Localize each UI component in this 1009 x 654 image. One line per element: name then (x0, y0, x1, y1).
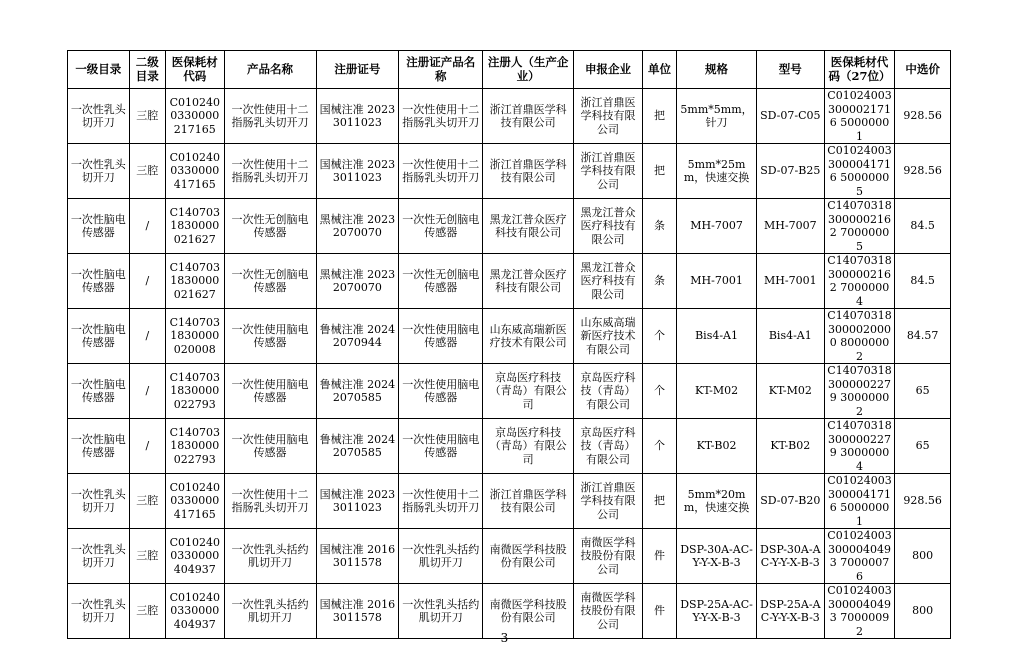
table-cell: 个 (642, 309, 676, 364)
col-header: 产品名称 (224, 51, 316, 89)
table-cell: 928.56 (895, 144, 951, 199)
table-cell: / (129, 254, 165, 309)
table-cell: 山东威高瑞新医疗技术有限公司 (574, 309, 643, 364)
col-header: 注册人（生产企业） (483, 51, 574, 89)
table-cell: C010240 0330000 417165 (165, 144, 224, 199)
table-cell: C010240 0330000 404937 (165, 529, 224, 584)
table-cell: 一次性乳头切开刀 (68, 89, 130, 144)
col-header: 规格 (677, 51, 757, 89)
table-cell: 一次性脑电传感器 (68, 254, 130, 309)
table-cell: 条 (642, 199, 676, 254)
table-cell: 鲁械注准 20242070944 (316, 309, 399, 364)
table-cell: 三腔 (129, 584, 165, 639)
table-cell: 黑械注准 20232070070 (316, 254, 399, 309)
table-cell: 个 (642, 419, 676, 474)
table-cell: 国械注准 20233011023 (316, 89, 399, 144)
table-cell: 65 (895, 364, 951, 419)
header-row (68, 51, 951, 89)
table-cell: 一次性乳头切开刀 (68, 529, 130, 584)
table-cell: 黑龙江普众医疗科技有限公司 (483, 199, 574, 254)
col-header: 二级目录 (129, 51, 165, 89)
table-cell: 黑械注准 20232070070 (316, 199, 399, 254)
table-cell: 浙江首鼎医学科技有限公司 (483, 144, 574, 199)
table-row (68, 199, 951, 254)
table-cell: 一次性乳头切开刀 (68, 474, 130, 529)
table-cell: 800 (895, 529, 951, 584)
table-cell: C140703 1830000 021627 (165, 199, 224, 254)
table-cell: 京岛医疗科技（青岛）有限公司 (574, 364, 643, 419)
table-cell: 浙江首鼎医学科技有限公司 (574, 89, 643, 144)
table-cell: 一次性脑电传感器 (68, 309, 130, 364)
table-cell: C01024003 3000040493 70000076 (824, 529, 895, 584)
table-cell: 一次性无创脑电传感器 (224, 199, 316, 254)
table-cell: MH-7001 (756, 254, 824, 309)
table-cell: KT-B02 (677, 419, 757, 474)
table-cell: 一次性使用脑电传感器 (224, 419, 316, 474)
table-cell: DSP-25A-AC-Y-Y-X-B-3 (677, 584, 757, 639)
table-cell: 件 (642, 584, 676, 639)
table-cell: 一次性乳头括约肌切开刀 (399, 584, 483, 639)
table-cell: 件 (642, 529, 676, 584)
table-cell: 一次性使用脑电传感器 (399, 364, 483, 419)
table-cell: 黑龙江普众医疗科技有限公司 (483, 254, 574, 309)
col-header: 医保耗材代码（27位） (824, 51, 895, 89)
table-cell: 5mm*20mm，快速交换 (677, 474, 757, 529)
table-row (68, 144, 951, 199)
table-cell: 国械注准 20233011023 (316, 474, 399, 529)
table-row (68, 89, 951, 144)
table-cell: 三腔 (129, 474, 165, 529)
table-cell: C140703 1830000 022793 (165, 364, 224, 419)
table-cell: 浙江首鼎医学科技有限公司 (483, 474, 574, 529)
table-cell: 5mm*5mm，针刀 (677, 89, 757, 144)
table-cell: 鲁械注准 20242070585 (316, 364, 399, 419)
table-cell: 三腔 (129, 89, 165, 144)
table-cell: C01024003 3000041716 50000005 (824, 144, 895, 199)
table-cell: 南微医学科技股份有限公司 (574, 529, 643, 584)
table-cell: 84.5 (895, 254, 951, 309)
table-cell: KT-M02 (756, 364, 824, 419)
table-cell: KT-B02 (756, 419, 824, 474)
table-cell: C01024003 3000041716 50000001 (824, 474, 895, 529)
table-cell: / (129, 419, 165, 474)
table-cell: 一次性乳头括约肌切开刀 (224, 584, 316, 639)
table-cell: 一次性使用十二指肠乳头切开刀 (224, 144, 316, 199)
table-cell: Bis4-A1 (677, 309, 757, 364)
table-cell: 条 (642, 254, 676, 309)
table-cell: 一次性使用十二指肠乳头切开刀 (224, 89, 316, 144)
table-cell: 把 (642, 474, 676, 529)
table-cell: 一次性脑电传感器 (68, 364, 130, 419)
table-cell: 一次性乳头切开刀 (68, 584, 130, 639)
col-header: 医保耗材代码 (165, 51, 224, 89)
table-cell: C140703 1830000 022793 (165, 419, 224, 474)
table-cell: 国械注准 20163011578 (316, 584, 399, 639)
table-body (68, 89, 951, 639)
table-cell: DSP-30A-AC-Y-Y-X-B-3 (756, 529, 824, 584)
table-cell: C140703 1830000 021627 (165, 254, 224, 309)
table-cell: 个 (642, 364, 676, 419)
table-cell: C14070318 3000020000 80000002 (824, 309, 895, 364)
table-cell: 一次性乳头切开刀 (68, 144, 130, 199)
table-cell: 一次性使用十二指肠乳头切开刀 (399, 474, 483, 529)
table-cell: C010240 0330000 417165 (165, 474, 224, 529)
table-row (68, 419, 951, 474)
table-cell: 一次性使用脑电传感器 (399, 419, 483, 474)
table-cell: 928.56 (895, 474, 951, 529)
table-cell: DSP-30A-AC-Y-Y-X-B-3 (677, 529, 757, 584)
table-cell: DSP-25A-AC-Y-Y-X-B-3 (756, 584, 824, 639)
table-cell: 国械注准 20233011023 (316, 144, 399, 199)
table-cell: 一次性乳头括约肌切开刀 (399, 529, 483, 584)
table-cell: 黑龙江普众医疗科技有限公司 (574, 254, 643, 309)
table-cell: C140703 1830000 020008 (165, 309, 224, 364)
table-cell: 一次性使用脑电传感器 (399, 309, 483, 364)
col-header: 单位 (642, 51, 676, 89)
table-cell: / (129, 309, 165, 364)
table-cell: 浙江首鼎医学科技有限公司 (483, 89, 574, 144)
table-cell: 南微医学科技股份有限公司 (483, 584, 574, 639)
table-cell: 浙江首鼎医学科技有限公司 (574, 144, 643, 199)
table-cell: / (129, 364, 165, 419)
table-row (68, 474, 951, 529)
table-cell: C14070318 3000002279 30000004 (824, 419, 895, 474)
table-cell: 鲁械注准 20242070585 (316, 419, 399, 474)
table-cell: 南微医学科技股份有限公司 (574, 584, 643, 639)
table-cell: C14070318 3000002279 30000002 (824, 364, 895, 419)
table-cell: 一次性脑电传感器 (68, 199, 130, 254)
table-cell: 一次性使用十二指肠乳头切开刀 (224, 474, 316, 529)
table-cell: SD-07-C05 (756, 89, 824, 144)
table-cell: 浙江首鼎医学科技有限公司 (574, 474, 643, 529)
table-cell: MH-7007 (677, 199, 757, 254)
table-cell: 黑龙江普众医疗科技有限公司 (574, 199, 643, 254)
table-cell: C010240 0330000 404937 (165, 584, 224, 639)
col-header: 注册证号 (316, 51, 399, 89)
table-row (68, 364, 951, 419)
table-cell: 5mm*25mm，快速交换 (677, 144, 757, 199)
table-cell: 国械注准 20163011578 (316, 529, 399, 584)
price-table (67, 50, 951, 639)
table-cell: MH-7001 (677, 254, 757, 309)
table-cell: 京岛医疗科技（青岛）有限公司 (483, 419, 574, 474)
table-cell: 一次性脑电传感器 (68, 419, 130, 474)
table-cell: 一次性使用脑电传感器 (224, 309, 316, 364)
table-cell: C14070318 3000002162 70000004 (824, 254, 895, 309)
table-cell: / (129, 199, 165, 254)
table-row (68, 529, 951, 584)
table-cell: 山东威高瑞新医疗技术有限公司 (483, 309, 574, 364)
table-cell: 京岛医疗科技（青岛）有限公司 (483, 364, 574, 419)
col-header: 中选价 (895, 51, 951, 89)
table-cell: KT-M02 (677, 364, 757, 419)
table-cell: C01024003 3000040493 70000092 (824, 584, 895, 639)
table-cell: 一次性乳头括约肌切开刀 (224, 529, 316, 584)
table-cell: 928.56 (895, 89, 951, 144)
table-cell: 一次性使用脑电传感器 (224, 364, 316, 419)
table-cell: 三腔 (129, 529, 165, 584)
table-cell: 一次性无创脑电传感器 (399, 199, 483, 254)
table-row (68, 254, 951, 309)
table-cell: 800 (895, 584, 951, 639)
table-cell: C01024003 3000021716 50000001 (824, 89, 895, 144)
col-header: 一级目录 (68, 51, 130, 89)
col-header: 申报企业 (574, 51, 643, 89)
table-cell: C14070318 3000002162 70000005 (824, 199, 895, 254)
table-cell: 84.57 (895, 309, 951, 364)
table-cell: 把 (642, 89, 676, 144)
page-number: — 3 — (484, 631, 525, 645)
table-cell: 一次性无创脑电传感器 (224, 254, 316, 309)
table-cell: 把 (642, 144, 676, 199)
table-row (68, 309, 951, 364)
table-cell: 南微医学科技股份有限公司 (483, 529, 574, 584)
table-cell: 84.5 (895, 199, 951, 254)
table-cell: 三腔 (129, 144, 165, 199)
table-cell: SD-07-B20 (756, 474, 824, 529)
table-cell: 65 (895, 419, 951, 474)
table-cell: 一次性无创脑电传感器 (399, 254, 483, 309)
table-cell: 京岛医疗科技（青岛）有限公司 (574, 419, 643, 474)
table-cell: 一次性使用十二指肠乳头切开刀 (399, 144, 483, 199)
table-cell: MH-7007 (756, 199, 824, 254)
table-cell: C010240 0330000 217165 (165, 89, 224, 144)
col-header: 型号 (756, 51, 824, 89)
col-header: 注册证产品名称 (399, 51, 483, 89)
table-cell: Bis4-A1 (756, 309, 824, 364)
table-cell: 一次性使用十二指肠乳头切开刀 (399, 89, 483, 144)
table-cell: SD-07-B25 (756, 144, 824, 199)
